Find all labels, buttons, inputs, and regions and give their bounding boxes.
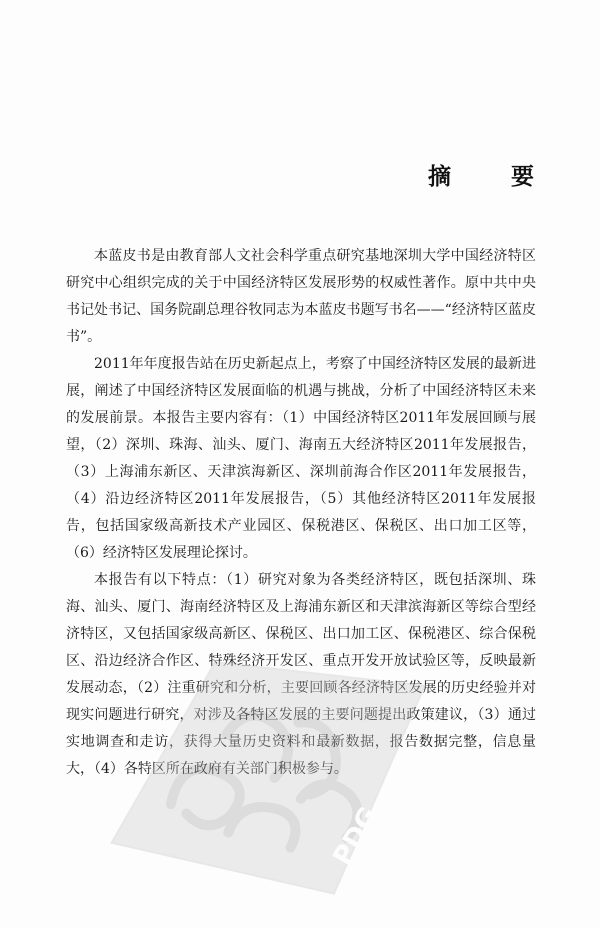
abstract-paragraph-1: 本蓝皮书是由教育部人文社会科学重点研究基地深圳大学中国经济特区研究中心组织完成的关于中国经济特区发展形势的权威性著作。原中共中央书记处书记、国务院副总理谷牧同志为本蓝皮书题写书名——“经济特区蓝皮书”。 — [66, 248, 536, 345]
watermark-calligraphy-stroke — [223, 794, 303, 869]
abstract-paragraph-2: 2011年年度报告站在历史新起点上，考察了中国经济特区发展的最新进展，阐述了中国经济特区发展面临的机遇与挑战，分析了中国经济特区未来的发展前景。本报告主要内容有：（1）中国经济特区2011年发展回顾与展望，（2）深圳、珠海、汕头、厦门、海南五大经济特区2011年发展报告，（3）上海浦东新区、天津滨海新区、深圳前海合作区2011年发展报告，（4）沿边经济特区2011年发展报告，（5）其他经济特区2011年发展报告，包括国家级高新技术产业园区、保税港区、保税区、出口加工区等，（6）经济特区发展理论探讨。 — [66, 356, 536, 561]
watermark-pdg-label: PDG — [327, 802, 385, 871]
abstract-body — [66, 243, 536, 783]
abstract-paragraph-3: 本报告有以下特点：（1）研究对象为各类经济特区，既包括深圳、珠海、汕头、厦门、海南经济特区及上海浦东新区和天津滨海新区等综合型经济特区，又包括国家级高新区、保税区、出口加工区、保税港区、综合保税区、沿边经济合作区、特殊经济开发区、重点开发开放试验区等，反映最新发展动态，（2）注重研究和分析，主要回顾各经济特区发展的历史经验并对现实问题进行研究，对涉及各特区发展的主要问题提出政策建议，（3）通过实地调查和走访，获得大量历史资料和最新数据，报告数据完整，信息量大，（4）各特区所在政府有关部门积极参与。 — [66, 572, 536, 777]
watermark-calligraphy-stroke — [299, 774, 367, 848]
page-title: 摘 要 — [427, 164, 560, 190]
